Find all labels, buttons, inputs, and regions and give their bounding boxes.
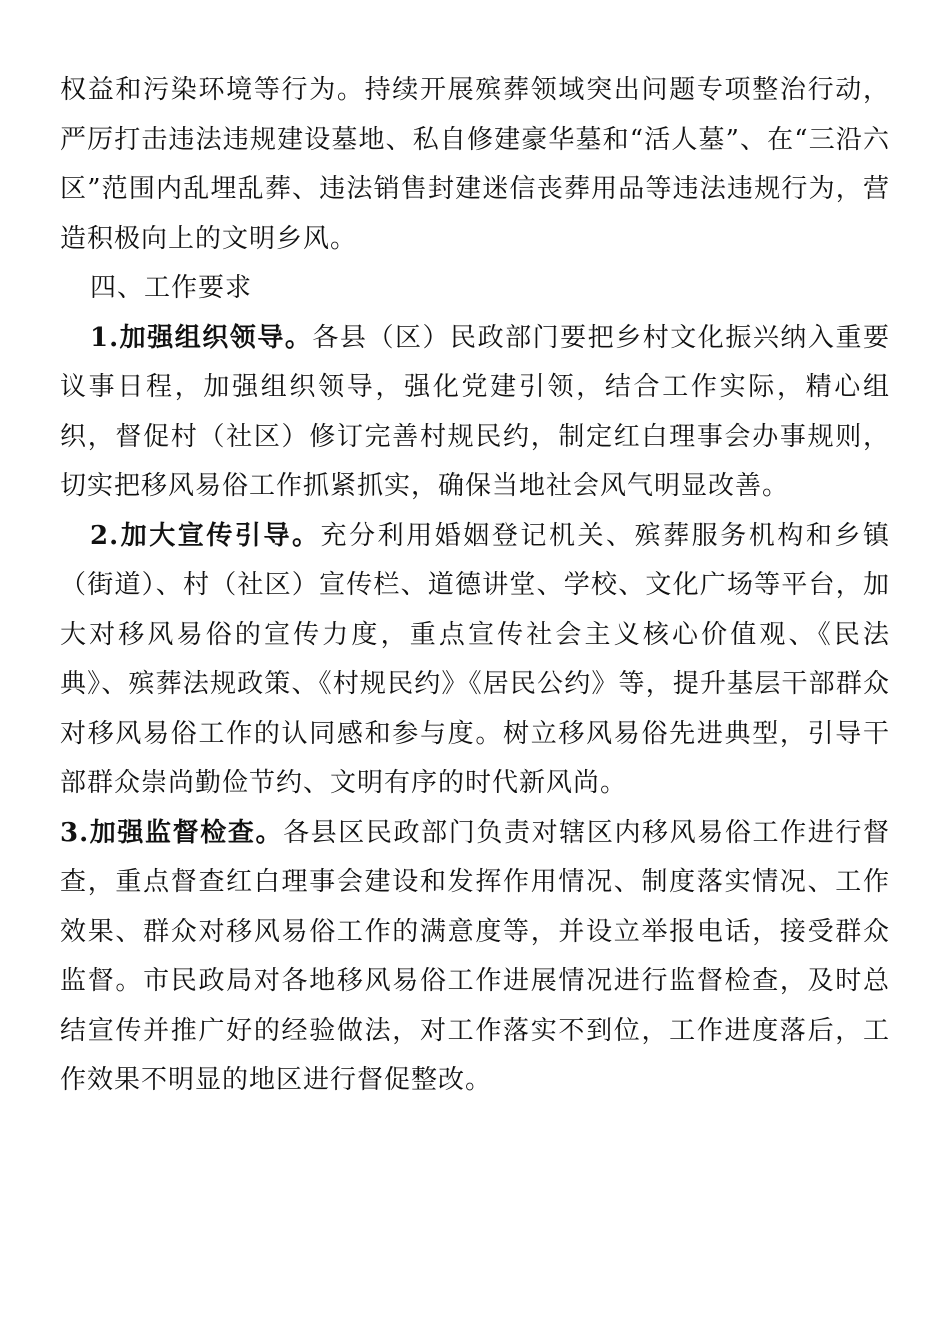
document-page <box>60 66 890 1106</box>
item-2-title: 2.加大宣传引导。 <box>90 520 321 551</box>
item-3-title: 3.加强监督检查。 <box>60 817 284 848</box>
item-2-text: 充分利用婚姻登记机关、殡葬服务机构和乡镇（街道）、村（社区）宣传栏、道德讲堂、学校、文化广场等平台，加大对移风易俗的宣传力度，重点宣传社会主义核心价值观、《民法典》、殡葬法规政策、《村规民约》《居民公约》等，提升基层干部群众对移风易俗工作的认同感和参与度。树立移风易俗先进典型，引导干部群众崇尚勤俭节约、文明有序的时代新风尚。 <box>60 520 890 798</box>
item-3-text: 各县区民政部门负责对辖区内移风易俗工作进行督查，重点督查红白理事会建设和发挥作用情况、制度落实情况、工作效果、群众对移风易俗工作的满意度等，并设立举报电话，接受群众监督。市民政局对各地移风易俗工作进展情况进行监督检查，及时总结宣传并推广好的经验做法，对工作落实不到位，工作进度落后，工作效果不明显的地区进行督促整改。 <box>60 817 890 1095</box>
item-1-title: 1.加强组织领导。 <box>90 322 313 353</box>
requirement-item-1 <box>60 314 890 512</box>
paragraph-continued: 权益和污染环境等行为。持续开展殡葬领域突出问题专项整治行动，严厉打击违法违规建设墓地、私自修建豪华墓和“活人墓”、在“三沿六区”范围内乱埋乱葬、违法销售封建迷信丧葬用品等违法违规行为，营造积极向上的文明乡风。 <box>60 75 890 254</box>
requirement-item-3 <box>60 809 890 1106</box>
section-heading: 四、工作要求 <box>90 273 253 303</box>
requirement-item-2 <box>60 512 890 809</box>
item-1-text: 各县（区）民政部门要把乡村文化振兴纳入重要议事日程，加强组织领导，强化党建引领，结合工作实际，精心组织，督促村（社区）修订完善村规民约，制定红白理事会办事规则，切实把移风易俗工作抓紧抓实，确保当地社会风气明显改善。 <box>60 322 890 501</box>
